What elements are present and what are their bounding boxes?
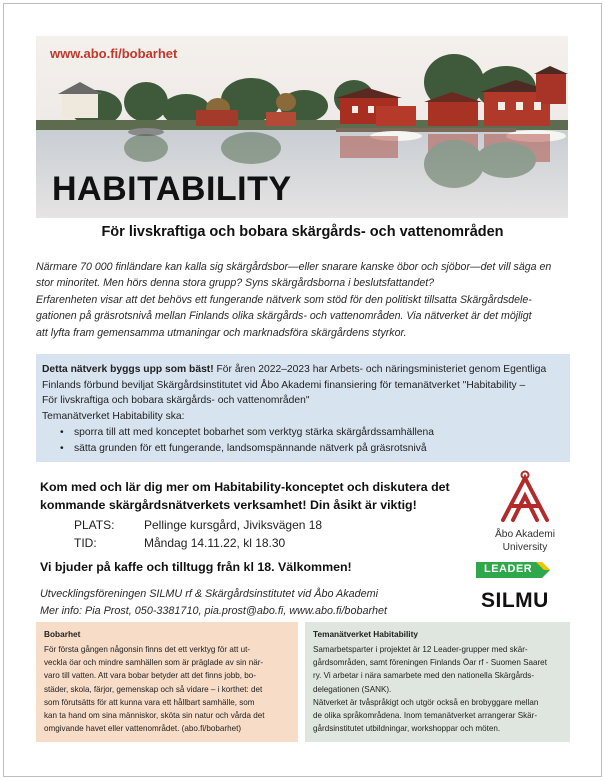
bobarhet-line: varo till vatten. Att vara bobar betyder att det finns jobb, bo- <box>44 671 256 681</box>
network-info-line: de olika språkområdena. Inom temanätverket arrangerar Skär- <box>313 711 538 721</box>
network-lead: Detta nätverk byggs upp som bäst! <box>42 364 214 375</box>
event-cta <box>40 479 460 514</box>
intro-line: att lyfta fram gemensamma utmaningar och marknadsföra skärgårdens styrkor. <box>36 326 407 339</box>
page-title: HABITABILITY <box>52 170 292 208</box>
abo-name-line: University <box>502 542 548 553</box>
cta-line: kommande skärgårdsnätverkets verksamhet! Din åsikt är viktig! <box>40 497 417 512</box>
network-info-line: ry. Vi arbetar i nära samarbete med den nationella Skärgårds- <box>313 671 535 681</box>
leader-logo <box>476 560 550 585</box>
bobarhet-line: veckla öar och mindre samhällen som är präglade av sin när- <box>44 658 264 668</box>
network-info-line: gårdsområden, samt föreningen Finlands Öar rf - Suomen Saaret <box>313 658 547 668</box>
bobarhet-line: kan ta hand om sina människor, sköta sin natur och vårda det <box>44 711 265 721</box>
subtitle: För livskraftiga och bobara skärgårds- och vattenområden <box>101 224 504 240</box>
tasks-list <box>42 425 564 456</box>
time-row <box>74 536 285 550</box>
network-line <box>42 362 564 378</box>
network-box <box>36 354 570 462</box>
network-info-line: Nätverket är tvåspråkigt och utgör också en brobyggare mellan <box>313 697 539 707</box>
contact-line: Mer info: Pia Prost, 050-3381710, pia.prost@abo.fi, www.abo.fi/bobarhet <box>40 604 388 617</box>
network-info-line: gårdsinstitutet utbildningar, workshoppar och möten. <box>313 724 501 734</box>
place-row <box>74 518 322 532</box>
bobarhet-title: Bobarhet <box>44 629 81 639</box>
time-label: TID: <box>74 536 97 550</box>
abo-akademi-emblem-icon <box>495 470 555 522</box>
bobarhet-line: som förutsätts för att kunna vara ett hållbart samhälle, som <box>44 697 255 707</box>
organizers-line: Utvecklingsföreningen SILMU rf & Skärgårdsinstitutet vid Åbo Akademi <box>40 588 379 600</box>
place-label: PLATS: <box>74 518 115 532</box>
hero-photo <box>36 36 568 218</box>
task-item: • sätta grunden för ett fungerande, landsomspännande nätverk på gräsrotsnivå <box>42 441 564 457</box>
network-info-line: Samarbetsparter i projektet är 12 Leader-grupper med skär- <box>313 645 528 654</box>
cta-line: Kom med och lär dig mer om Habitability-konceptet och diskutera det <box>40 480 450 494</box>
bobarhet-box <box>36 622 298 742</box>
intro-line: stor minoritet. Men hörs denna stora grupp? Syns skärgårdsborna i beslutsfattandet? <box>36 277 435 290</box>
network-info-line: delegationen (SANK). <box>313 684 392 694</box>
time-value: Måndag 14.11.22, kl 18.30 <box>144 536 286 550</box>
leader-label: LEADER <box>484 563 533 575</box>
website-url[interactable]: www.abo.fi/bobarhet <box>50 46 178 61</box>
abo-name-line: Åbo Akademi <box>494 529 556 540</box>
network-info-box <box>305 622 570 742</box>
silmu-logo: SILMU <box>481 589 549 612</box>
network-text: För åren 2022–2023 har Arbets- och näringsministeriet genom Egentliga <box>213 364 547 375</box>
intro-line: Närmare 70 000 finländare kan kalla sig skärgårdsbor—eller snarare kanske öbor och sjöbor—det vill säga en <box>36 261 552 273</box>
organizers <box>40 586 387 619</box>
network-info-title: Temanätverket Habitability <box>313 629 418 639</box>
intro-text <box>36 259 570 341</box>
network-line: Finlands förbund beviljat Skärgårdsinstitutet vid Åbo Akademi finansiering för temanätverket "Habitability – <box>42 379 526 391</box>
welcome-text: Vi bjuder på kaffe och tilltugg från kl 18. Välkommen! <box>40 560 352 574</box>
intro-line: Erfarenheten visar att det behövs ett fungerande nätverk som stöd för den politiskt tillsatta Skärgårdsdele- <box>36 293 532 306</box>
bobarhet-line: omgivande havet eller vattenområdet. (abo.fi/bobarhet) <box>44 724 242 734</box>
tasks-intro: Temanätverket Habitability ska: <box>42 410 185 422</box>
place-value: Pellinge kursgård, Jiviksvägen 18 <box>144 518 323 532</box>
bobarhet-line: städer, skola, färjor, gemenskap och så vidare – i korthet: det <box>44 684 263 694</box>
network-line: För livskraftiga och bobara skärgårds- och vattenområden" <box>42 395 310 407</box>
intro-line: gationen på gräsrotsnivå mellan Finlands olika skärgårds- och vattenområden. Via nätverket är det möjligt <box>36 310 532 323</box>
task-item: • sporra till att med konceptet bobarhet som verktyg stärka skärgårdssamhällena <box>42 425 564 441</box>
abo-akademi-logo <box>470 470 580 553</box>
bobarhet-line: För första gången någonsin finns det ett verktyg för att ut- <box>44 645 251 654</box>
